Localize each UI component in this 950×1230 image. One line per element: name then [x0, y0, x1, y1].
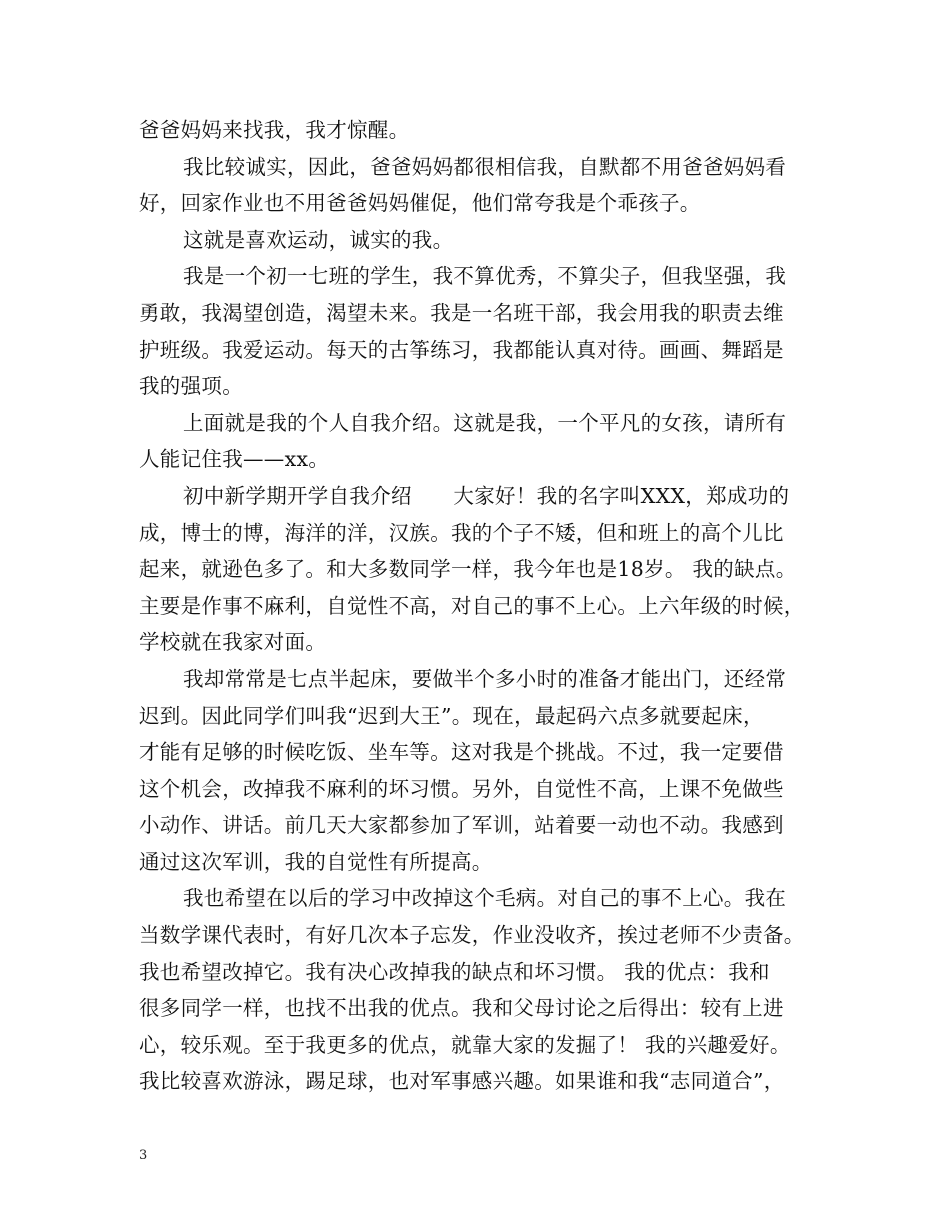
text-line: 初中新学期开学自我介绍 大家好！我的名字叫XXX，郑成功的	[183, 483, 790, 508]
text-line: 我比较喜欢游泳，踢足球，也对军事感兴趣。如果谁和我“志同道合”，	[139, 1069, 785, 1094]
text-line: 这就是喜欢运动，诚实的我。	[183, 227, 454, 252]
text-line: 这个机会，改掉我不麻利的坏习惯。另外，自觉性不高，上课不免做些	[139, 776, 784, 801]
text-line: 上面就是我的个人自我介绍。这就是我，一个平凡的女孩，请所有	[183, 410, 787, 435]
text-line: 我是一个初一七班的学生，我不算优秀，不算尖子，但我坚强，我	[183, 264, 787, 289]
text-line: 小动作、讲话。前几天大家都参加了军训，站着要一动也不动。我感到	[139, 813, 784, 838]
text-line: 勇敢，我渴望创造，渴望未来。我是一名班干部，我会用我的职责去维	[139, 300, 784, 325]
text-line: 我也希望在以后的学习中改掉这个毛病。对自己的事不上心。我在	[183, 886, 787, 911]
text-line: 才能有足够的时候吃饭、坐车等。这对我是个挑战。不过，我一定要借	[139, 740, 784, 765]
text-line: 迟到。因此同学们叫我“迟到大王”。现在，最起码六点多就要起床，	[139, 703, 764, 728]
body-text	[139, 112, 829, 1100]
text-line: 我比较诚实，因此，爸爸妈妈都很相信我，自默都不用爸爸妈妈看	[183, 154, 787, 179]
page-number: 3	[139, 1148, 148, 1163]
text-line: 主要是作事不麻利，自觉性不高，对自己的事不上心。上六年级的时候，	[139, 593, 805, 618]
text-line: 我却常常是七点半起床，要做半个多小时的准备才能出门，还经常	[183, 666, 787, 691]
text-line: 人能记住我——xx。	[139, 447, 330, 472]
text-line: 我的强项。	[139, 374, 243, 399]
text-line: 我也希望改掉它。我有决心改掉我的缺点和坏习惯。 我的优点：我和	[139, 959, 770, 984]
text-line: 很多同学一样，也找不出我的优点。我和父母讨论之后得出：较有上进	[139, 996, 784, 1021]
text-line: 护班级。我爱运动。每天的古筝练习，我都能认真对待。画画、舞蹈是	[139, 337, 784, 362]
text-line: 当数学课代表时，有好几次本子忘发，作业没收齐，挨过老师不少责备。	[139, 923, 805, 948]
text-line: 好，回家作业也不用爸爸妈妈催促，他们常夸我是个乖孩子。	[139, 191, 701, 216]
text-line: 起来，就逊色多了。和大多数同学一样，我今年也是18岁。 我的缺点。	[139, 557, 797, 582]
text-line: 爸爸妈妈来找我，我才惊醒。	[139, 118, 410, 142]
text-line: 通过这次军训，我的自觉性有所提高。	[139, 849, 493, 874]
text-line: 学校就在我家对面。	[139, 630, 327, 655]
text-line: 成，博士的博，海洋的洋，汉族。我的个子不矮，但和班上的高个儿比	[139, 520, 784, 545]
text-line: 心，较乐观。至于我更多的优点，就靠大家的发掘了！ 我的兴趣爱好。	[139, 1032, 791, 1057]
